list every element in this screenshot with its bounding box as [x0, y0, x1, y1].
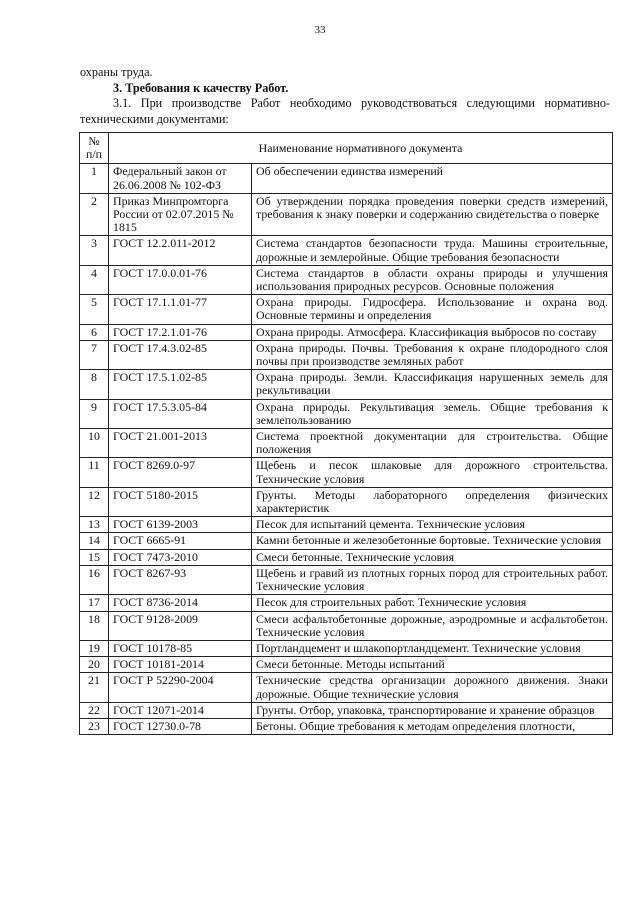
row-number: 17	[80, 595, 109, 611]
table-row	[80, 611, 613, 640]
document-title: Охрана природы. Земли. Классификация нарушенных земель для рекультивации	[252, 370, 613, 399]
document-code: ГОСТ 8267-93	[109, 565, 252, 594]
row-number: 3	[80, 236, 109, 265]
section-paragraph: 3.1. При производстве Работ необходимо руководствоваться следующими нормативно-техническими документами:	[80, 96, 610, 126]
row-number: 19	[80, 640, 109, 656]
row-number: 9	[80, 399, 109, 428]
table-row	[80, 399, 613, 428]
row-number: 4	[80, 265, 109, 294]
document-title: Смеси асфальтобетонные дорожные, аэродромные и асфальтобетон. Технические условия	[252, 611, 613, 640]
document-title: Система стандартов безопасности труда. Машины строительные, дорожные и землеройные. Общие требования безопасности	[252, 236, 613, 265]
row-number: 12	[80, 487, 109, 516]
row-number: 2	[80, 193, 109, 236]
document-code: ГОСТ Р 52290-2004	[109, 673, 252, 702]
row-number: 23	[80, 718, 109, 734]
table-row	[80, 549, 613, 565]
document-title: Охрана природы. Атмосфера. Классификация выбросов по составу	[252, 324, 613, 340]
table-row	[80, 718, 613, 734]
document-title: Охрана природы. Рекультивация земель. Общие требования к землепользованию	[252, 399, 613, 428]
row-number: 6	[80, 324, 109, 340]
table-row	[80, 673, 613, 702]
table-row	[80, 324, 613, 340]
document-code: ГОСТ 21.001-2013	[109, 429, 252, 458]
table-row	[80, 487, 613, 516]
document-title: Портландцемент и шлакопортландцемент. Технические условия	[252, 640, 613, 656]
document-title: Грунты. Методы лабораторного определения физических характеристик	[252, 487, 613, 516]
row-number: 5	[80, 295, 109, 324]
document-code: ГОСТ 17.5.3.05-84	[109, 399, 252, 428]
document-code: ГОСТ 6139-2003	[109, 517, 252, 533]
document-code: Приказ Минпромторга России от 02.07.2015 № 1815	[109, 193, 252, 236]
document-title: Система стандартов в области охраны природы и улучшения использования природных ресурсов. Основные положения	[252, 265, 613, 294]
document-code: ГОСТ 6665-91	[109, 533, 252, 549]
document-title: Об утверждении порядка проведения поверки средств измерений, требования к знаку поверки и содержанию свидетельства о поверке	[252, 193, 613, 236]
document-title: Песок для испытаний цемента. Технические условия	[252, 517, 613, 533]
table-row	[80, 533, 613, 549]
document-title: Щебень и гравий из плотных горных пород для строительных работ. Технические условия	[252, 565, 613, 594]
row-number: 8	[80, 370, 109, 399]
table-row	[80, 702, 613, 718]
document-title: Бетоны. Общие требования к методам определения плотности,	[252, 718, 613, 734]
continuation-text: охраны труда.	[80, 65, 153, 79]
row-number: 14	[80, 533, 109, 549]
document-code: Федеральный закон от 26.06.2008 № 102-ФЗ	[109, 164, 252, 193]
document-code: ГОСТ 10181-2014	[109, 657, 252, 673]
document-title: Смеси бетонные. Технические условия	[252, 549, 613, 565]
regulatory-documents-table	[79, 132, 613, 735]
row-number: 15	[80, 549, 109, 565]
table-row	[80, 370, 613, 399]
table-row	[80, 458, 613, 487]
document-title: Охрана природы. Почвы. Требования к охране плодородного слоя почвы при производстве земляных работ	[252, 340, 613, 369]
table-row	[80, 429, 613, 458]
document-title: Система проектной документации для строительства. Общие положения	[252, 429, 613, 458]
document-title: Технические средства организации дорожного движения. Знаки дорожные. Общие технические условия	[252, 673, 613, 702]
table-row	[80, 295, 613, 324]
document-code: ГОСТ 10178-85	[109, 640, 252, 656]
document-code: ГОСТ 8269.0-97	[109, 458, 252, 487]
table-header-row	[80, 133, 613, 164]
row-number: 7	[80, 340, 109, 369]
header-number: № п/п	[80, 133, 109, 164]
header-document-name: Наименование нормативного документа	[109, 133, 613, 164]
row-number: 21	[80, 673, 109, 702]
row-number: 11	[80, 458, 109, 487]
document-title: Об обеспечении единства измерений	[252, 164, 613, 193]
table-row	[80, 164, 613, 193]
document-code: ГОСТ 17.1.1.01-77	[109, 295, 252, 324]
table-row	[80, 236, 613, 265]
table-row	[80, 265, 613, 294]
document-code: ГОСТ 5180-2015	[109, 487, 252, 516]
row-number: 1	[80, 164, 109, 193]
table-row	[80, 640, 613, 656]
document-code: ГОСТ 8736-2014	[109, 595, 252, 611]
document-code: ГОСТ 17.5.1.02-85	[109, 370, 252, 399]
document-title: Охрана природы. Гидросфера. Использование и охрана вод. Основные термины и определения	[252, 295, 613, 324]
table-row	[80, 657, 613, 673]
document-code: ГОСТ 12.2.011-2012	[109, 236, 252, 265]
document-code: ГОСТ 12071-2014	[109, 702, 252, 718]
document-code: ГОСТ 17.0.0.01-76	[109, 265, 252, 294]
document-title: Смеси бетонные. Методы испытаний	[252, 657, 613, 673]
table-row	[80, 193, 613, 236]
document-title: Щебень и песок шлаковые для дорожного строительства. Технические условия	[252, 458, 613, 487]
document-title: Камни бетонные и железобетонные бортовые. Технические условия	[252, 533, 613, 549]
table-row	[80, 517, 613, 533]
document-code: ГОСТ 17.2.1.01-76	[109, 324, 252, 340]
row-number: 13	[80, 517, 109, 533]
document-title: Грунты. Отбор, упаковка, транспортирование и хранение образцов	[252, 702, 613, 718]
document-code: ГОСТ 7473-2010	[109, 549, 252, 565]
section-heading: 3. Требования к качеству Работ.	[113, 81, 289, 95]
row-number: 10	[80, 429, 109, 458]
row-number: 22	[80, 702, 109, 718]
row-number: 16	[80, 565, 109, 594]
row-number: 18	[80, 611, 109, 640]
row-number: 20	[80, 657, 109, 673]
document-code: ГОСТ 17.4.3.02-85	[109, 340, 252, 369]
table-row	[80, 340, 613, 369]
document-code: ГОСТ 9128-2009	[109, 611, 252, 640]
document-title: Песок для строительных работ. Технические условия	[252, 595, 613, 611]
table-row	[80, 565, 613, 594]
document-code: ГОСТ 12730.0-78	[109, 718, 252, 734]
page-number: 33	[314, 24, 326, 36]
table-row	[80, 595, 613, 611]
